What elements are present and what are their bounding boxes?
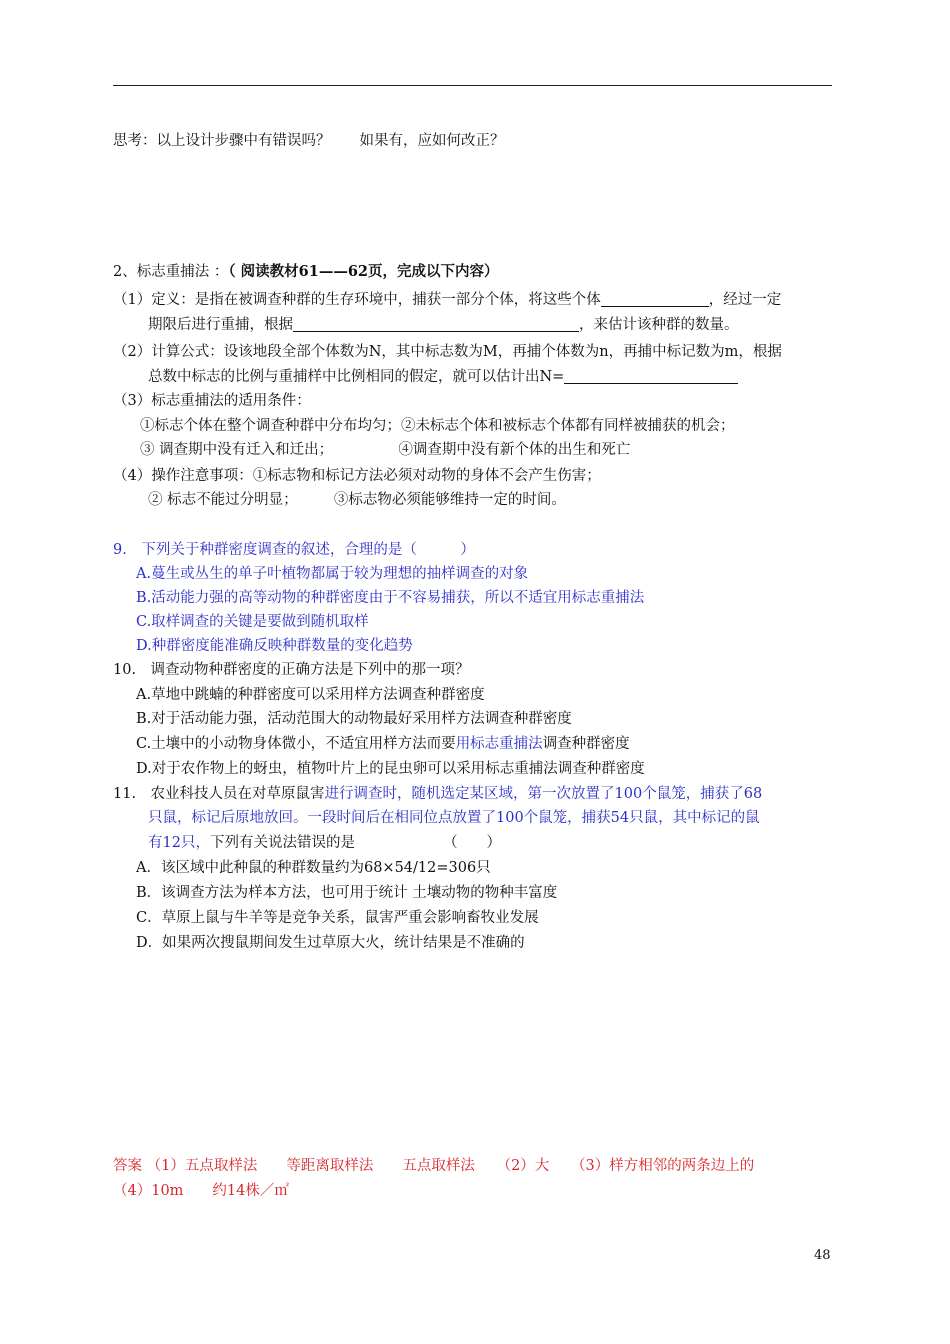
fill-blank-2[interactable] — [293, 316, 579, 332]
q9-stem: 9. 下列关于种群密度调查的叙述，合理的是（ ） — [113, 542, 475, 558]
notes-line-2: ② 标志不能过分明显； ③标志物必须能够维持一定的时间。 — [148, 492, 566, 508]
fill-blank-3[interactable] — [564, 368, 738, 384]
q10-option-d: D.对于农作物上的蚜虫，植物叶片上的昆虫卵可以采用标志重捕法调查种群密度 — [136, 761, 645, 777]
think-question: 思考：以上设计步骤中有错误吗？ 如果有，应如何改正？ — [113, 133, 505, 149]
conditions-line-2: ③ 调查期中没有迁入和迁出； ④调查期中没有新个体的出生和死亡 — [140, 442, 631, 458]
formula-line-1: （2）计算公式：设该地段全部个体数为N，其中标志数为M，再捕个体数为n，再捕中标记数为m，根据 — [113, 344, 782, 360]
q11-option-c: C．草原上鼠与牛羊等是竞争关系，鼠害严重会影响畜牧业发展 — [136, 910, 539, 926]
q9-option-c: C.取样调查的关键是要做到随机取样 — [136, 614, 369, 630]
section2-heading: 2、标志重捕法 ： — [113, 264, 229, 280]
q11-option-b: B．该调查方法为样本方法，也可用于统计 土壤动物的物种丰富度 — [136, 885, 558, 901]
q11-stem-line-1: 11. 农业科技人员在对草原鼠害进行调查时，随机选定某区域，第一次放置了100个鼠笼，捕获了68 — [113, 786, 763, 802]
q9-option-d: D.种群密度能准确反映种群数量的变化趋势 — [136, 638, 413, 654]
q11-option-d: D．如果两次搜鼠期间发生过草原大火，统计结果是不准确的 — [136, 935, 525, 951]
notes-line-1: （4）操作注意事项：①标志物和标记方法必须对动物的身体不会产生伤害； — [113, 468, 601, 484]
q10-option-a: A.草地中跳蝻的种群密度可以采用样方法调查种群密度 — [136, 687, 485, 703]
q10-option-c: C.土壤中的小动物身体微小，不适宜用样方法而要用标志重捕法调查种群密度 — [136, 736, 630, 752]
definition-line-1: （1）定义：是指在被调查种群的生存环境中，捕获一部分个体，将这些个体 ，经过一定 — [113, 292, 782, 308]
q11-stem-line-2: 只鼠，标记后原地放回。一段时间后在相同位点放置了100个鼠笼，捕获54只鼠，其中标记的鼠 — [148, 810, 760, 826]
q10-stem: 10. 调查动物种群密度的正确方法是下列中的那一项？ — [113, 662, 470, 678]
definition-line-2: 期限后进行重捕，根据 ，来估计该种群的数量。 — [148, 317, 739, 333]
fill-blank-1[interactable] — [601, 291, 709, 307]
conditions-title: （3）标志重捕法的适用条件： — [113, 393, 311, 409]
formula-line-2: 总数中标志的比例与重捕样中比例相同的假定，就可以估计出N= — [148, 367, 738, 387]
section2-title — [113, 262, 499, 282]
q10-option-b: B.对于活动能力强，活动范围大的动物最好采用样方法调查种群密度 — [136, 711, 572, 727]
conditions-line-1: ①标志个体在整个调查种群中分布均匀；②未标志个体和被标志个体都有同样被捕获的机会； — [140, 418, 735, 434]
section2-reading-note: （ 阅读教材61——62页，完成以下内容） — [228, 263, 499, 280]
q11-option-a: A．该区域中此种鼠的种群数量约为68×54/12=306只 — [136, 860, 491, 876]
q9-option-a: A.蔓生或丛生的单子叶植物都属于较为理想的抽样调查的对象 — [136, 566, 529, 582]
answer-line-1: 答案 （1）五点取样法 等距离取样法 五点取样法 （2）大 （3）样方相邻的两条边上的 — [113, 1158, 755, 1174]
answer-line-2: （4）10m 约14株／㎡ — [113, 1183, 289, 1199]
q9-option-b: B.活动能力强的高等动物的种群密度由于不容易捕获，所以不适宜用标志重捕法 — [136, 590, 645, 606]
page-number: 48 — [814, 1248, 831, 1263]
q11-stem-line-3: 有12只，下列有关说法错误的是 （ ） — [148, 835, 501, 851]
header-rule — [113, 85, 832, 86]
